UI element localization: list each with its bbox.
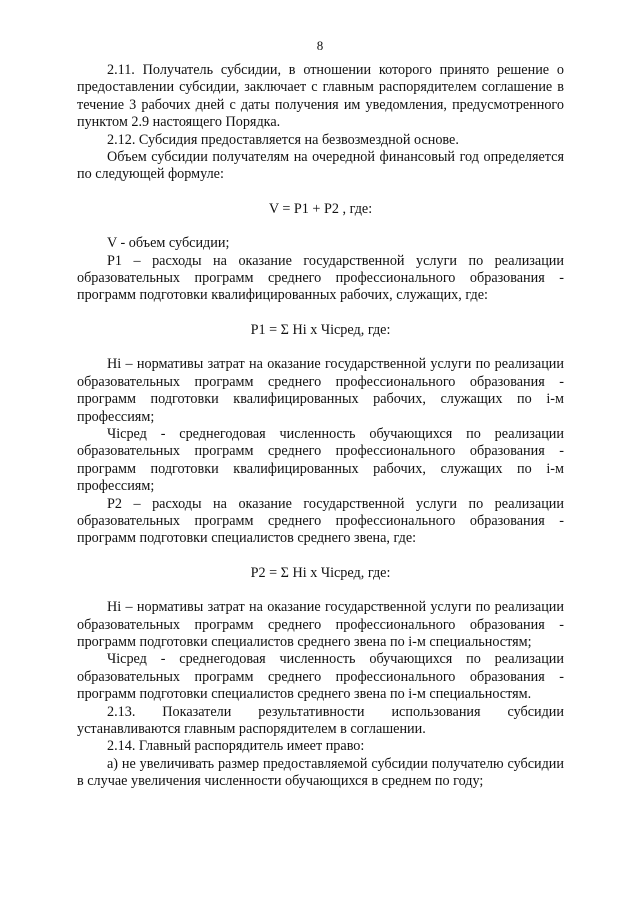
paragraph-2-13: 2.13. Показатели результативности использования субсидии устанавливаются главным распорядителем в соглашении. [77,703,564,737]
paragraph-formula-intro: Объем субсидии получателям на очередной финансовый год определяется по следующей формуле: [77,149,564,183]
paragraph-p2-definition: P2 – расходы на оказание государственной услуги по реализации образовательных программ среднего профессионального образования - программ подготовки специалистов среднего звена, где: [77,495,564,547]
paragraph-v-definition: V - объем субсидии; [107,235,230,252]
formula-p2: P2 = Σ Hi x Чiсред, где: [250,564,391,581]
paragraph-2-12: 2.12. Субсидия предоставляется на безвозмездной основе. [107,131,459,148]
formula-p1: P1 = Σ Hi x Чiсред, где: [250,321,391,338]
paragraph-chisred-professions: Чiсред - среднегодовая численность обучающихся по реализации образовательных программ среднего профессионального образования - программ подготовки квалифицированных рабочих, служащих по i-м профессиям; [77,425,564,495]
paragraph-2-14-a: а) не увеличивать размер предоставляемой субсидии получателю субсидии в случае увеличения численности обучающихся в среднем по году; [77,755,564,790]
formula-v: V = P1 + P2 , где: [268,200,373,217]
document-body [77,62,564,791]
paragraph-hi-specialties: Hi – нормативы затрат на оказание государственной услуги по реализации образовательных программ среднего профессионального образования - программ подготовки специалистов среднего звена по i-м специальностям; [77,599,564,650]
paragraph-chisred-specialties: Чiсред - среднегодовая численность обучающихся по реализации образовательных программ среднего профессионального образования - программ подготовки специалистов среднего звена по i-м специальностям. [77,651,564,703]
page-number: 8 [316,38,324,53]
paragraph-2-11: 2.11. Получатель субсидии, в отношении которого принято решение о предоставлении субсидии, заключает с главным распорядителем соглашение в течение 3 рабочих дней с даты получения им уведомления, предусмотренного пунктом 2.9 настоящего Порядка. [77,62,564,131]
paragraph-2-14: 2.14. Главный распорядитель имеет право: [107,738,365,755]
paragraph-p1-definition: P1 – расходы на оказание государственной услуги по реализации образовательных программ среднего профессионального образования - программ подготовки квалифицированных рабочих, служащих, где: [77,252,564,304]
paragraph-hi-professions: Hi – нормативы затрат на оказание государственной услуги по реализации образовательных программ среднего профессионального образования - программ подготовки квалифицированных рабочих, служащих по i-м профессиям; [77,356,564,425]
